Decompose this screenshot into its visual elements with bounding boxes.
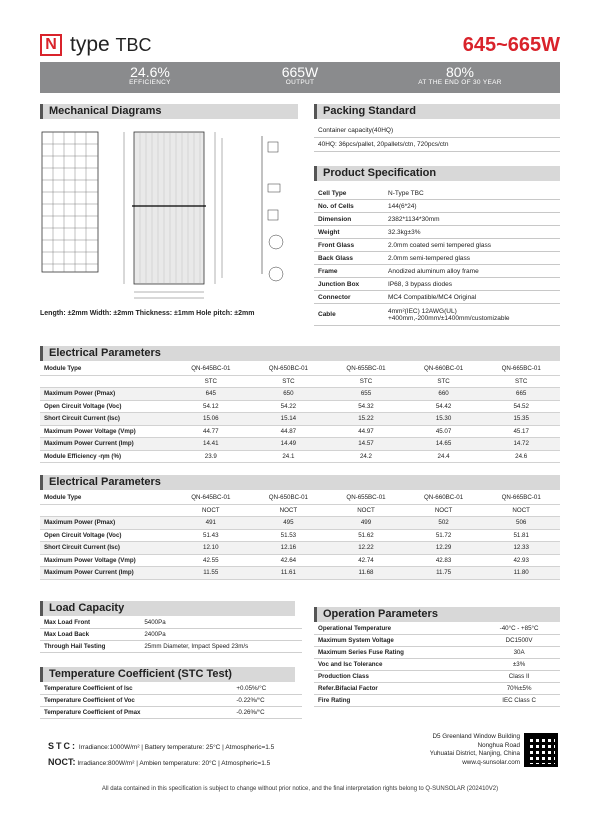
param-value: 11.55 bbox=[172, 567, 250, 580]
param-name: Maximum Power Voltage (Vmp) bbox=[40, 554, 172, 567]
param-value: 15.14 bbox=[250, 413, 328, 426]
param-name: Module Efficiency -ηm (%) bbox=[40, 450, 172, 463]
electrical-stc-table bbox=[40, 363, 560, 463]
param-value: 15.22 bbox=[327, 413, 405, 426]
param-value: 12.33 bbox=[482, 542, 560, 555]
param-value: 24.4 bbox=[405, 450, 483, 463]
stc-conditions bbox=[48, 741, 274, 751]
param-name: Maximum Power Voltage (Vmp) bbox=[40, 425, 172, 438]
load-table bbox=[40, 617, 302, 653]
op-value: Class II bbox=[478, 671, 560, 683]
param-value: 45.07 bbox=[405, 425, 483, 438]
spec-value: 2382*1134*30mm bbox=[384, 213, 560, 226]
spec-value bbox=[384, 304, 560, 326]
param-value: 650 bbox=[250, 388, 328, 401]
param-value: 51.72 bbox=[405, 529, 483, 542]
param-value: 14.41 bbox=[172, 438, 250, 451]
load-title: Load Capacity bbox=[40, 601, 295, 616]
operation-title: Operation Parameters bbox=[314, 607, 560, 622]
spec-value: 2.0mm semi-tempered glass bbox=[384, 252, 560, 265]
electrical-stc-title: Electrical Parameters bbox=[40, 346, 560, 361]
table-row bbox=[314, 265, 560, 278]
spec-key: Front Glass bbox=[314, 239, 384, 252]
param-value: 44.87 bbox=[250, 425, 328, 438]
table-row bbox=[40, 388, 560, 401]
stat-value: 80% bbox=[445, 64, 475, 80]
qr-code-icon bbox=[524, 733, 558, 767]
temp-value: -0.26%/°C bbox=[232, 707, 302, 719]
op-value: 30A bbox=[478, 647, 560, 659]
electrical-noct-title: Electrical Parameters bbox=[40, 475, 560, 490]
spec-key: Dimension bbox=[314, 213, 384, 226]
table-row bbox=[40, 617, 302, 629]
model-header: QN-665BC-01 bbox=[482, 492, 560, 504]
stc-text: Irradiance:1000W/m² | Battery temperature: 25°C | Atmospheric=1.5 bbox=[78, 744, 275, 751]
param-value: 51.62 bbox=[327, 529, 405, 542]
param-value: 645 bbox=[172, 388, 250, 401]
spec-key: Frame bbox=[314, 265, 384, 278]
table-row bbox=[40, 695, 302, 707]
param-value: 42.55 bbox=[172, 554, 250, 567]
stat-efficiency bbox=[90, 65, 210, 86]
table-row bbox=[314, 647, 560, 659]
spec-key: Back Glass bbox=[314, 252, 384, 265]
param-value: 51.81 bbox=[482, 529, 560, 542]
param-value: 54.22 bbox=[250, 400, 328, 413]
temperature-title: Temperature Coefficient (STC Test) bbox=[40, 667, 295, 682]
param-name: Maximum Power Current (Imp) bbox=[40, 567, 172, 580]
stat-degradation bbox=[400, 65, 520, 86]
table-row bbox=[40, 517, 560, 530]
packing-row: 40HQ: 36pcs/pallet, 20pallets/ctn, 720pcs/ctn bbox=[314, 138, 560, 152]
company-address bbox=[430, 733, 520, 767]
op-key: Refer.Bifacial Factor bbox=[314, 683, 478, 695]
param-value: 54.32 bbox=[327, 400, 405, 413]
op-value: ±3% bbox=[478, 659, 560, 671]
param-value: 14.72 bbox=[482, 438, 560, 451]
table-row bbox=[40, 641, 302, 653]
param-value: 45.17 bbox=[482, 425, 560, 438]
spec-value: Anodized aluminum alloy frame bbox=[384, 265, 560, 278]
key-stats-banner bbox=[40, 62, 560, 93]
model-header: QN-655BC-01 bbox=[327, 492, 405, 504]
condition-cell: STC bbox=[327, 375, 405, 388]
load-key: Max Load Back bbox=[40, 629, 140, 641]
param-value: 24.2 bbox=[327, 450, 405, 463]
address-line: Nonghua Road bbox=[477, 741, 520, 749]
param-name: Short Circuit Current (Isc) bbox=[40, 542, 172, 555]
temp-value: -0.22%/°C bbox=[232, 695, 302, 707]
packing-title: Packing Standard bbox=[314, 104, 560, 119]
condition-cell: NOCT bbox=[482, 504, 560, 517]
table-row bbox=[40, 529, 560, 542]
param-value: 54.42 bbox=[405, 400, 483, 413]
param-value: 51.53 bbox=[250, 529, 328, 542]
table-row bbox=[40, 707, 302, 719]
load-value: 25mm Diameter, Impact Speed 23m/s bbox=[140, 641, 302, 653]
table-row bbox=[314, 695, 560, 707]
spec-key: Connector bbox=[314, 291, 384, 304]
op-value: 70%±5% bbox=[478, 683, 560, 695]
spec-value: MC4 Compatible/MC4 Original bbox=[384, 291, 560, 304]
param-value: 24.6 bbox=[482, 450, 560, 463]
spec-key: No. of Cells bbox=[314, 200, 384, 213]
noct-text: Irradiance:800W/m² | Ambien temperature: 20°C | Atmospheric=1.5 bbox=[77, 760, 271, 767]
condition-cell: NOCT bbox=[327, 504, 405, 517]
op-value: DC1500V bbox=[478, 635, 560, 647]
op-key: Production Class bbox=[314, 671, 478, 683]
cable-line-2: +400mm,-200mm/±1400mm/customizable bbox=[388, 314, 510, 322]
model-header: QN-645BC-01 bbox=[172, 363, 250, 375]
table-row bbox=[314, 671, 560, 683]
model-header: QN-650BC-01 bbox=[250, 492, 328, 504]
table-row bbox=[40, 629, 302, 641]
packing-list bbox=[314, 124, 560, 152]
param-value: 12.29 bbox=[405, 542, 483, 555]
table-row bbox=[314, 226, 560, 239]
load-key: Through Hail Testing bbox=[40, 641, 140, 653]
cable-line-1: 4mm²(IEC) 12AWG(UL) bbox=[388, 307, 457, 315]
tolerance-note: Length: ±2mm Width: ±2mm Thickness: ±1mm Hole pitch: ±2mm bbox=[40, 310, 255, 317]
table-row bbox=[40, 554, 560, 567]
condition-cell: NOCT bbox=[250, 504, 328, 517]
condition-cell: NOCT bbox=[172, 504, 250, 517]
param-value: 499 bbox=[327, 517, 405, 530]
param-value: 23.9 bbox=[172, 450, 250, 463]
brand-logo bbox=[40, 34, 62, 56]
spec-value: 144(6*24) bbox=[384, 200, 560, 213]
website-link[interactable]: www.q-sunsolar.com bbox=[462, 758, 520, 766]
param-value: 24.1 bbox=[250, 450, 328, 463]
condition-cell: STC bbox=[482, 375, 560, 388]
condition-cell: STC bbox=[405, 375, 483, 388]
temp-key: Temperature Coefficient of Isc bbox=[40, 683, 232, 695]
table-row bbox=[314, 213, 560, 226]
param-value: 54.12 bbox=[172, 400, 250, 413]
condition-cell: STC bbox=[172, 375, 250, 388]
stat-output bbox=[240, 65, 360, 86]
table-row bbox=[314, 252, 560, 265]
spec-key: Junction Box bbox=[314, 278, 384, 291]
op-key: Voc and Isc Tolerance bbox=[314, 659, 478, 671]
title-main: type bbox=[70, 33, 110, 56]
stat-value: 665W bbox=[281, 64, 319, 80]
temp-key: Temperature Coefficient of Voc bbox=[40, 695, 232, 707]
spec-key: Weight bbox=[314, 226, 384, 239]
param-name: Open Circuit Voltage (Voc) bbox=[40, 529, 172, 542]
table-row bbox=[314, 623, 560, 635]
stc-label: STC: bbox=[48, 741, 77, 751]
table-row bbox=[40, 567, 560, 580]
product-title bbox=[70, 33, 152, 57]
param-value: 660 bbox=[405, 388, 483, 401]
logo-letter: N bbox=[45, 36, 57, 53]
param-name: Maximum Power (Pmax) bbox=[40, 517, 172, 530]
param-value: 655 bbox=[327, 388, 405, 401]
table-row bbox=[40, 683, 302, 695]
temperature-table bbox=[40, 683, 302, 719]
param-value: 15.06 bbox=[172, 413, 250, 426]
table-row bbox=[314, 200, 560, 213]
param-value: 11.75 bbox=[405, 567, 483, 580]
model-header: QN-660BC-01 bbox=[405, 492, 483, 504]
model-header: QN-650BC-01 bbox=[250, 363, 328, 375]
table-row bbox=[314, 635, 560, 647]
param-value: 11.80 bbox=[482, 567, 560, 580]
operation-table bbox=[314, 623, 560, 707]
param-value: 12.10 bbox=[172, 542, 250, 555]
column-header: Module Type bbox=[40, 492, 172, 504]
electrical-noct-table bbox=[40, 492, 560, 580]
model-header: QN-645BC-01 bbox=[172, 492, 250, 504]
param-value: 15.35 bbox=[482, 413, 560, 426]
table-row bbox=[40, 413, 560, 426]
column-header: Module Type bbox=[40, 363, 172, 375]
param-value: 42.74 bbox=[327, 554, 405, 567]
param-name: Maximum Power (Pmax) bbox=[40, 388, 172, 401]
param-value: 42.83 bbox=[405, 554, 483, 567]
table-header-row bbox=[40, 492, 560, 504]
param-value: 11.61 bbox=[250, 567, 328, 580]
stat-label: OUTPUT bbox=[285, 79, 315, 86]
title-sub: TBC bbox=[115, 35, 152, 55]
table-row bbox=[314, 683, 560, 695]
condition-cell: NOCT bbox=[405, 504, 483, 517]
model-header: QN-655BC-01 bbox=[327, 363, 405, 375]
model-header: QN-660BC-01 bbox=[405, 363, 483, 375]
op-key: Maximum System Voltage bbox=[314, 635, 478, 647]
param-name: Open Circuit Voltage (Voc) bbox=[40, 400, 172, 413]
power-range: 645~665W bbox=[462, 34, 560, 56]
stat-label: EFFICIENCY bbox=[129, 79, 171, 86]
param-name: Maximum Power Current (Imp) bbox=[40, 438, 172, 451]
table-row bbox=[40, 438, 560, 451]
condition-row bbox=[40, 504, 560, 517]
op-value: -40°C - +85°C bbox=[478, 623, 560, 635]
op-value: IEC Class C bbox=[478, 695, 560, 707]
model-header: QN-665BC-01 bbox=[482, 363, 560, 375]
product-spec-table bbox=[314, 187, 560, 326]
op-key: Operational Temperature bbox=[314, 623, 478, 635]
condition-cell: STC bbox=[250, 375, 328, 388]
spec-key: Cell Type bbox=[314, 187, 384, 200]
address-line: Yuhuatai District, Nanjing, China bbox=[429, 750, 520, 757]
param-value: 42.64 bbox=[250, 554, 328, 567]
table-row bbox=[314, 659, 560, 671]
param-value: 54.52 bbox=[482, 400, 560, 413]
address-line: D5 Greenland Window Building bbox=[432, 733, 520, 740]
param-value: 14.57 bbox=[327, 438, 405, 451]
param-value: 11.68 bbox=[327, 567, 405, 580]
temp-value: +0.05%/°C bbox=[232, 683, 302, 695]
param-value: 51.43 bbox=[172, 529, 250, 542]
load-key: Max Load Front bbox=[40, 617, 140, 629]
packing-row: Container capacity(40HQ) bbox=[314, 124, 560, 138]
condition-row bbox=[40, 375, 560, 388]
table-row bbox=[314, 291, 560, 304]
param-value: 491 bbox=[172, 517, 250, 530]
load-value: 5400Pa bbox=[140, 617, 302, 629]
param-name: Short Circuit Current (Isc) bbox=[40, 413, 172, 426]
mechanical-title: Mechanical Diagrams bbox=[40, 104, 298, 119]
param-value: 44.97 bbox=[327, 425, 405, 438]
table-row bbox=[40, 400, 560, 413]
table-row bbox=[40, 542, 560, 555]
table-row bbox=[314, 278, 560, 291]
param-value: 15.30 bbox=[405, 413, 483, 426]
noct-label: NOCT: bbox=[48, 757, 76, 767]
param-value: 42.93 bbox=[482, 554, 560, 567]
table-row bbox=[314, 304, 560, 326]
spec-key: Cable bbox=[314, 304, 384, 326]
op-key: Fire Rating bbox=[314, 695, 478, 707]
table-row bbox=[314, 187, 560, 200]
param-value: 12.16 bbox=[250, 542, 328, 555]
spec-value: N-Type TBC bbox=[384, 187, 560, 200]
table-row bbox=[40, 425, 560, 438]
spec-value: 32.3kg±3% bbox=[384, 226, 560, 239]
param-value: 502 bbox=[405, 517, 483, 530]
module-drawing bbox=[40, 124, 302, 306]
noct-conditions bbox=[48, 757, 270, 767]
load-value: 2400Pa bbox=[140, 629, 302, 641]
table-row bbox=[314, 239, 560, 252]
table-header-row bbox=[40, 363, 560, 375]
stat-value: 24.6% bbox=[130, 64, 170, 80]
product-spec-title: Product Specification bbox=[314, 166, 560, 181]
param-value: 665 bbox=[482, 388, 560, 401]
param-value: 14.49 bbox=[250, 438, 328, 451]
spec-value: 2.0mm coated semi tempered glass bbox=[384, 239, 560, 252]
op-key: Maximum Series Fuse Rating bbox=[314, 647, 478, 659]
mechanical-drawing bbox=[40, 124, 302, 306]
temp-key: Temperature Coefficient of Pmax bbox=[40, 707, 232, 719]
param-value: 44.77 bbox=[172, 425, 250, 438]
disclaimer: All data contained in this specification is subject to change without prior notice, and the final interpretation rights belong to Q-SUNSOLAR (202410V2) bbox=[101, 786, 499, 792]
stat-label: AT THE END OF 30 YEAR bbox=[418, 79, 502, 86]
param-value: 12.22 bbox=[327, 542, 405, 555]
spec-value: IP68, 3 bypass diodes bbox=[384, 278, 560, 291]
table-row bbox=[40, 450, 560, 463]
param-value: 506 bbox=[482, 517, 560, 530]
param-value: 495 bbox=[250, 517, 328, 530]
param-value: 14.65 bbox=[405, 438, 483, 451]
